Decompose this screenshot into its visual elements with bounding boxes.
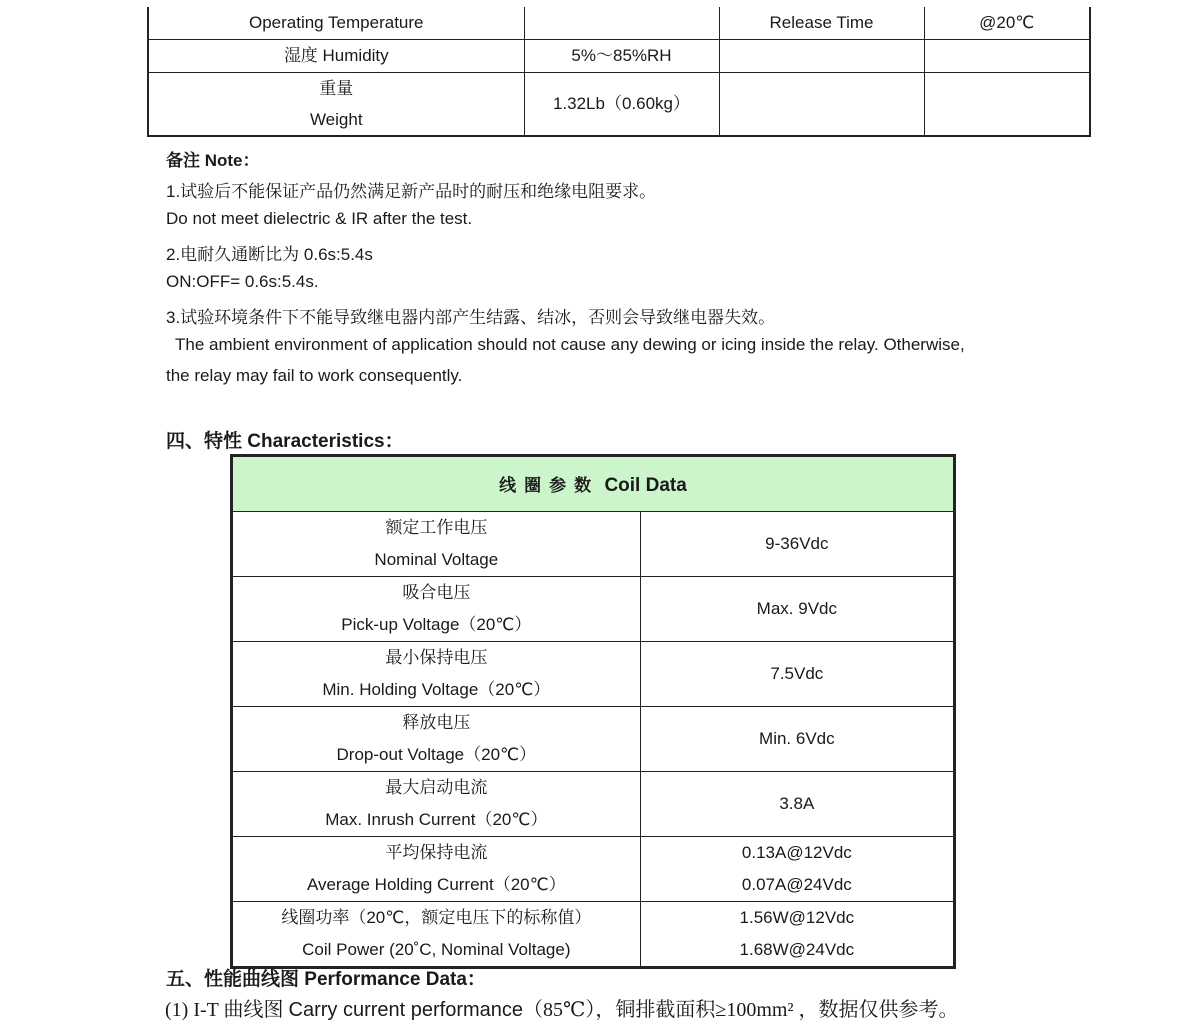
param-en: Max. Inrush Current（20℃） bbox=[325, 810, 548, 829]
spec-label: 湿度 Humidity bbox=[148, 40, 524, 73]
param-cn: 最大启动电流 bbox=[385, 778, 488, 797]
param-en: Pick-up Voltage（20℃） bbox=[341, 615, 532, 634]
param-cell bbox=[232, 707, 641, 772]
spec-table bbox=[147, 7, 1091, 137]
param-cell bbox=[232, 642, 641, 707]
performance-title: 五、性能曲线图 Performance Data： bbox=[166, 969, 486, 990]
spec-label: Operating Temperature bbox=[148, 7, 524, 40]
coil-data-header bbox=[232, 456, 955, 512]
spec-value: 1.32Lb（0.60kg） bbox=[524, 73, 719, 137]
table-row bbox=[232, 512, 955, 577]
table-row bbox=[148, 7, 1090, 40]
table-row bbox=[148, 40, 1090, 73]
param-en: Average Holding Current（20℃） bbox=[306, 875, 566, 894]
spec-value bbox=[924, 40, 1090, 73]
table-row bbox=[232, 902, 955, 968]
spec-value bbox=[524, 7, 719, 40]
spec-label bbox=[148, 73, 524, 137]
note-line: Do not meet dielectric & IR after the test. bbox=[166, 209, 473, 228]
note-line: the relay may fail to work consequently. bbox=[166, 366, 463, 385]
table-row bbox=[232, 772, 955, 837]
param-en: Drop-out Voltage（20℃） bbox=[336, 745, 537, 764]
perf-suffix: （85℃），铜排截面积≥100mm² ，数据仅供参考。 bbox=[523, 999, 959, 1021]
param-cn: 额定工作电压 bbox=[385, 518, 488, 537]
spec-label-cn: 重量 bbox=[319, 79, 354, 98]
param-cn: 释放电压 bbox=[402, 713, 471, 732]
table-row bbox=[232, 577, 955, 642]
param-en: Min. Holding Voltage（20℃） bbox=[322, 680, 551, 699]
table-row bbox=[232, 707, 955, 772]
table-row bbox=[148, 73, 1090, 137]
value-cell bbox=[640, 902, 954, 968]
value-cell bbox=[640, 772, 954, 837]
notes-heading: 备注 Note： bbox=[166, 151, 260, 170]
note-line: 3.试验环境条件下不能导致继电器内部产生结露、结冰，否则会导致继电器失效。 bbox=[166, 308, 776, 327]
param-cell bbox=[232, 902, 641, 968]
spec-label bbox=[719, 73, 924, 137]
value-cell bbox=[640, 577, 954, 642]
perf-prefix: (1) I-T 曲线图 bbox=[165, 999, 284, 1021]
coil-data-table bbox=[230, 454, 956, 969]
spec-value bbox=[924, 73, 1090, 137]
coil-header-en: Coil Data bbox=[604, 475, 687, 496]
spec-value: @20℃ bbox=[924, 7, 1090, 40]
param-value: Max. 9Vdc bbox=[756, 599, 837, 618]
param-cell bbox=[232, 512, 641, 577]
coil-header-cn: 线圈参数 bbox=[499, 476, 600, 495]
param-value: 1.56W@12Vdc bbox=[739, 908, 855, 927]
note-line: 2.电耐久通断比为 0.6s:5.4s bbox=[166, 245, 373, 264]
table-row bbox=[232, 837, 955, 902]
value-cell bbox=[640, 707, 954, 772]
param-cell bbox=[232, 837, 641, 902]
spec-label: Release Time bbox=[719, 7, 924, 40]
param-en: Coil Power (20˚C, Nominal Voltage) bbox=[302, 940, 571, 959]
table-header-row bbox=[232, 456, 955, 512]
spec-label-en: Weight bbox=[309, 110, 363, 129]
perf-english: Carry current performance bbox=[288, 999, 524, 1021]
note-line: The ambient environment of application should not cause any dewing or icing inside the relay. Otherwise, bbox=[175, 335, 965, 354]
performance-subtitle bbox=[165, 993, 959, 1022]
param-cell bbox=[232, 577, 641, 642]
value-cell bbox=[640, 512, 954, 577]
note-line: ON:OFF= 0.6s:5.4s. bbox=[166, 272, 319, 291]
spec-value: 5%～85%RH bbox=[524, 40, 719, 73]
param-cn: 最小保持电压 bbox=[385, 648, 488, 667]
param-cell bbox=[232, 772, 641, 837]
value-cell bbox=[640, 642, 954, 707]
param-en: Nominal Voltage bbox=[374, 550, 499, 569]
param-cn: 平均保持电流 bbox=[385, 843, 488, 862]
param-value: 3.8A bbox=[779, 794, 815, 813]
table-row bbox=[232, 642, 955, 707]
param-value: 9-36Vdc bbox=[765, 534, 829, 553]
spec-label bbox=[719, 40, 924, 73]
note-line: 1.试验后不能保证产品仍然满足新产品时的耐压和绝缘电阻要求。 bbox=[166, 182, 657, 201]
param-value: Min. 6Vdc bbox=[759, 729, 835, 748]
param-value: 0.07A@24Vdc bbox=[741, 875, 852, 894]
param-cn: 线圈功率（20℃，额定电压下的标称值） bbox=[281, 908, 592, 927]
characteristics-title: 四、特性 Characteristics： bbox=[166, 431, 404, 452]
param-value: 0.13A@12Vdc bbox=[741, 843, 852, 862]
value-cell bbox=[640, 837, 954, 902]
param-cn: 吸合电压 bbox=[402, 583, 471, 602]
param-value: 1.68W@24Vdc bbox=[739, 940, 855, 959]
param-value: 7.5Vdc bbox=[770, 664, 824, 683]
